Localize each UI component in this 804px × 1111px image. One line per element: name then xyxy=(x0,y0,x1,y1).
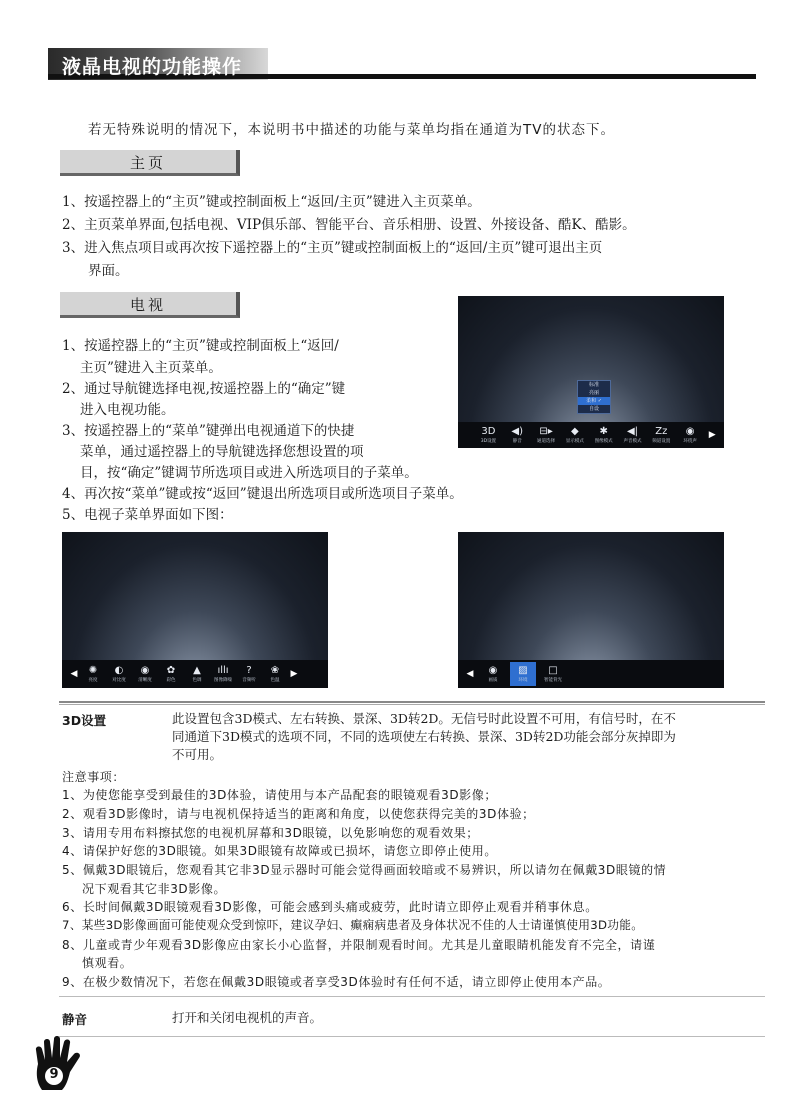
tv-line-3: 2、通过导航键选择电视,按遥控器上的“确定”键 xyxy=(62,381,346,397)
popup-option[interactable]: 亮丽 xyxy=(588,390,599,396)
page-title: 液晶电视的功能操作 xyxy=(62,56,243,78)
tv-line-8: 4、再次按“菜单”键或按“返回”键退出所选项目或所选项目子菜单。 xyxy=(62,486,463,502)
note-5-cont: 况下观看其它非3D影像。 xyxy=(82,882,227,896)
environment-icon[interactable]: ▨ 环境 xyxy=(510,662,536,686)
picture-mode-popup xyxy=(577,380,611,414)
section-title: 主页 xyxy=(129,154,166,172)
table-top-rule xyxy=(59,701,765,705)
arrow-left-icon[interactable]: ◀ xyxy=(70,669,78,679)
tv-quick-menu-screenshot xyxy=(458,296,724,448)
table-bottom-rule xyxy=(59,1036,765,1037)
intro-text: 若无特殊说明的情况下，本说明书中描述的功能与菜单均指在通道为TV的状态下。 xyxy=(88,122,615,138)
note-2: 2、观看3D影像时，请与电视机保持适当的距离和角度，以使您获得完美的3D体验； xyxy=(62,807,535,821)
sound-mode-icon[interactable]: ◀| 声音模式 xyxy=(623,425,642,444)
tv-line-6: 菜单，通过遥控器上的导航键选择您想设置的项 xyxy=(80,444,364,460)
tv-line-7: 目，按“确定”键调节所选项目或进入所选项目的子菜单。 xyxy=(80,465,418,481)
brightness-icon[interactable]: ✺ 亮度 xyxy=(88,664,98,683)
note-4: 4、请保护好您的3D眼镜。如果3D眼镜有故障或已损坏，请您立即停止使用。 xyxy=(62,844,497,858)
picture-mode-icon[interactable]: ✱ 图像模式 xyxy=(594,425,613,444)
note-8: 8、儿童或青少年观看3D影像应由家长小心监督，并限制观看时间。尤其是儿童眼睛机能发育不完全，请谨 xyxy=(62,938,656,952)
home-line-4: 界面。 xyxy=(88,263,129,279)
note-9: 9、在极少数情况下，若您在佩戴3D眼镜或者享受3D体验时有任何不适，请立即停止使用本产品。 xyxy=(62,975,611,989)
arrow-left-icon[interactable]: ◀ xyxy=(466,669,474,679)
audio-icon[interactable]: ? 音频听 xyxy=(242,664,256,683)
section-title: 电视 xyxy=(129,296,166,314)
picture-submenu-screenshot xyxy=(62,532,328,688)
note-3: 3、请用专用布料擦拭您的电视机屏幕和3D眼镜，以免影响您的观看效果； xyxy=(62,826,479,840)
tv-line-9: 5、电视子菜单界面如下图： xyxy=(62,507,233,523)
sharpness-icon[interactable]: ◉ 清晰度 xyxy=(138,664,152,683)
note-6: 6、长时间佩戴3D眼镜观看3D影像，可能会感到头痛或疲劳，此时请立即停止观看并稍事休息。 xyxy=(62,900,598,914)
text-line: 此设置包含3D模式、左右转换、景深、3D转2D。无信号时此设置不可用，有信号时，在不 xyxy=(172,711,676,726)
tv-line-5: 3、按遥控器上的“菜单”键弹出电视通道下的快捷 xyxy=(62,423,355,439)
picture-quality-icon[interactable]: ◉ 画质 xyxy=(488,664,498,683)
arrow-right-icon[interactable]: ▶ xyxy=(708,430,716,440)
tv-line-4: 进入电视功能。 xyxy=(80,402,175,418)
tv-line-2: 主页”键进入主页菜单。 xyxy=(80,360,222,376)
row-label-3d: 3D设置 xyxy=(62,713,107,728)
notes-title: 注意事项： xyxy=(62,770,126,784)
hand-page-badge xyxy=(32,1036,84,1092)
row-text-mute: 打开和关闭电视机的声音。 xyxy=(172,1010,323,1025)
text-line: 不可用。 xyxy=(172,747,223,762)
note-1: 1、为使您能享受到最佳的3D体验，请使用与本产品配套的眼镜观看3D影像； xyxy=(62,788,497,802)
row-text-3d xyxy=(172,710,676,764)
tv-line-1: 1、按遥控器上的“主页”键或控制面板上“返回/ xyxy=(62,338,339,354)
smart-backlight-icon[interactable]: □ 智能背光 xyxy=(544,664,562,683)
environment-submenu-screenshot xyxy=(458,532,724,688)
display-mode-icon[interactable]: ◆ 显示模式 xyxy=(565,425,584,444)
quick-menu-bar xyxy=(458,422,724,448)
environment-submenu-bar xyxy=(458,660,724,688)
hand-icon xyxy=(32,1036,84,1092)
popup-option-selected[interactable]: 柔和 ✓ xyxy=(578,397,610,405)
home-line-2: 2、主页菜单界面,包括电视、VIP俱乐部、智能平台、音乐相册、设置、外接设备、酷K、酷影。 xyxy=(62,217,636,233)
home-line-3: 3、进入焦点项目或再次按下遥控器上的“主页”键或控制面板上的“返回/主页”键可退出主页 xyxy=(62,240,603,256)
arrow-right-icon[interactable]: ▶ xyxy=(290,669,298,679)
note-5: 5、佩戴3D眼镜后，您观看其它非3D显示器时可能会觉得画面较暗或不易辨识，所以请勿在佩戴3D眼镜的情 xyxy=(62,863,667,877)
color-temp-icon[interactable]: ❀ 色温 xyxy=(270,664,280,683)
mute-icon[interactable]: ◀) 静音 xyxy=(511,425,524,444)
page-number: 9 xyxy=(49,1067,59,1082)
text-line: 同通道下3D模式的选项不同，不同的选项使左右转换、景深、3D转2D功能会部分灰掉即为 xyxy=(172,729,676,744)
table-row-divider xyxy=(59,996,765,997)
tint-icon[interactable]: ▲ 色调 xyxy=(192,664,202,683)
note-8-cont: 慎观看。 xyxy=(82,956,133,970)
row-label-mute: 静音 xyxy=(62,1012,88,1027)
color-icon[interactable]: ✿ 彩色 xyxy=(166,664,176,683)
channel-select-icon[interactable]: ⊟▸ 通道选择 xyxy=(537,425,556,444)
surround-icon[interactable]: ◉ 环绕声 xyxy=(683,425,697,444)
contrast-icon[interactable]: ◐ 对比度 xyxy=(112,664,126,683)
popup-option[interactable]: 自设 xyxy=(588,406,599,412)
channel-settings-icon[interactable]: Zz 频道设置 xyxy=(652,425,671,444)
section-heading-home xyxy=(60,150,240,176)
popup-option[interactable]: 标准 xyxy=(588,382,599,388)
section-heading-tv xyxy=(60,292,240,318)
note-7: 7、某些3D影像画面可能使观众受到惊吓，建议孕妇、癫痫病患者及身体状况不佳的人士请谨慎使用3D功能。 xyxy=(62,918,644,932)
picture-submenu-bar xyxy=(62,660,328,688)
noise-reduction-icon[interactable]: ıllı 图像降噪 xyxy=(214,664,232,683)
3d-settings-icon[interactable]: 3D 3D设置 xyxy=(480,425,497,444)
home-line-1: 1、按遥控器上的“主页”键或控制面板上“返回/主页”键进入主页菜单。 xyxy=(62,194,481,210)
